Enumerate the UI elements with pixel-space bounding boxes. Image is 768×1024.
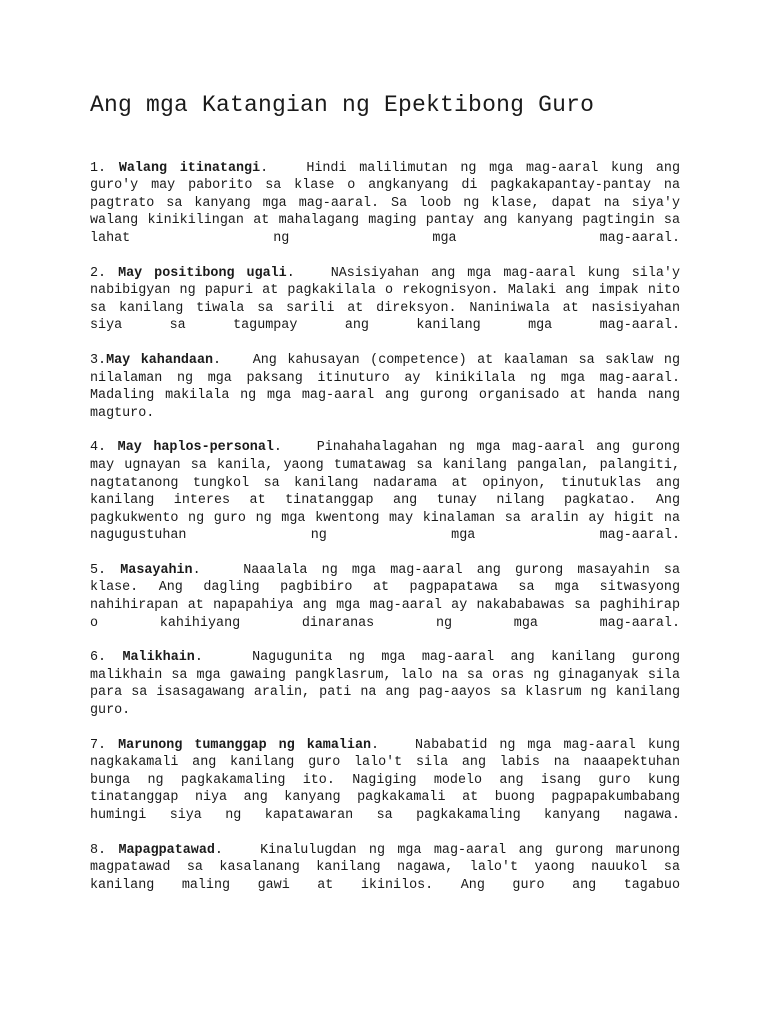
list-item: 6. Malikhain. Nagugunita ng mga mag-aaral ang kanilang gurong malikhain sa mga gawaing pangklasrum, lalo na sa oras ng ginaganyak sila para sa isasagawang aralin, pati na ang pag-aayos sa klasrum ng kanilang guro. bbox=[90, 650, 680, 719]
item-text: Nagugunita ng mga mag-aaral ang kanilang gurong malikhain sa mga gawaing pangklasrum, lalo na sa oras ng ginaganyak sila para sa isasagawang aralin, pati na ang pag-aayos sa klasrum ng kanilang guro. bbox=[90, 650, 680, 719]
item-text: Kinalulugdan ng mga mag-aaral ang gurong marunong magpatawad sa kasalanang kanilang nagawa, lalo't yaong nauukol sa kanilang maling gawi at ikinilos. Ang guro ang tagabuo bbox=[90, 842, 680, 893]
list-item: 3.May kahandaan. Ang kahusayan (competence) at kaalaman sa saklaw ng nilalaman ng mga paksang itinuturo ay kinikilala ng mga mag-aaral. Madaling makilala ng mga mag-aaral ang gurong organisado at handa nang magturo. bbox=[90, 352, 680, 421]
list-item: 4. May haplos-personal. Pinahahalagahan ng mga mag-aaral ang gurong may ugnayan sa kanila, yaong tumatawag sa kanilang pangalan, palangiti, nagtatanong tungkol sa kanilang nadarama at opinyon, tinutuklas ang kanilang interes at tinatanggap ang tunay nilang pagkatao. Ang pagkukwento ng guro ng mga kwentong may kinalaman sa aralin ay higit na nagugustuhan ng mga mag-aaral. bbox=[90, 440, 680, 544]
item-heading: Masayahin bbox=[120, 562, 193, 578]
item-text: Naaalala ng mga mag-aaral ang gurong masayahin sa klase. Ang dagling pagbibiro at pagpapatawa sa mga sitwasyong nahihirapan at napapahiya ang mga mag-aaral ay nakababawas sa paghihirap o kahihiyang dinaranas ng mga mag-aaral. bbox=[90, 562, 680, 631]
item-number: 2. bbox=[90, 265, 107, 281]
list-item: 1. Walang itinatangi. Hindi malilimutan ng mga mag-aaral kung ang guro'y may paborito sa klase o angkanyang di pagkakapantay-pantay na pagtrato sa kanyang mga mag-aaral. Sa loob ng klase, dapat na siya'y walang kinikilingan at mahalagang maging pantay ang kanyang pagtingin sa lahat ng mga mag-aaral. bbox=[90, 160, 680, 246]
list-item: 5. Masayahin. Naaalala ng mga mag-aaral ang gurong masayahin sa klase. Ang dagling pagbibiro at pagpapatawa sa mga sitwasyong nahihirapan at napapahiya ang mga mag-aaral ay nakababawas sa paghihirap o kahihiyang dinaranas ng mga mag-aaral. bbox=[90, 562, 680, 631]
item-number: 8. bbox=[90, 842, 107, 858]
item-text: Pinahahalagahan ng mga mag-aaral ang gurong may ugnayan sa kanila, yaong tumatawag sa kanilang pangalan, palangiti, nagtatanong tungkol sa kanilang nadarama at opinyon, tinutuklas ang kanilang interes at tinatanggap ang tunay nilang pagkatao. Ang pagkukwento ng guro ng mga kwentong may kinalaman sa aralin ay higit na nagugustuhan ng mga mag-aaral. bbox=[90, 440, 680, 544]
item-number: 5. bbox=[90, 562, 107, 578]
item-heading: Malikhain bbox=[122, 650, 195, 666]
item-heading: Walang itinatangi bbox=[118, 160, 261, 176]
item-heading: May positibong ugali bbox=[118, 265, 287, 281]
item-heading: Marunong tumanggap ng kamalian bbox=[118, 737, 372, 753]
list-item: 7. Marunong tumanggap ng kamalian. Nababatid ng mga mag-aaral kung nagkakamali ang kanilang guro lalo't sila ang labis na naaapektuhan bunga ng pagkakamaling ito. Nagiging modelo ang isang guro kung tinatanggap niya ang kanyang pagkakamali at buong pagpapakumbabang humingi siya ng kapatawaran sa pagkakamaling kanyang nagawa. bbox=[90, 737, 680, 823]
item-number: 6. bbox=[90, 650, 107, 666]
item-number: 7. bbox=[90, 737, 107, 753]
page-title: Ang mga Katangian ng Epektibong Guro bbox=[90, 92, 595, 118]
item-number: 3. bbox=[90, 352, 107, 368]
item-heading: Mapagpatawad bbox=[118, 842, 215, 858]
item-text: Nababatid ng mga mag-aaral kung nagkakamali ang kanilang guro lalo't sila ang labis na naaapektuhan bunga ng pagkakamaling ito. Nagiging modelo ang isang guro kung tinatanggap niya ang kanyang pagkakamali at buong pagpapakumbabang humingi siya ng kapatawaran sa pagkakamaling kanyang nagawa. bbox=[90, 737, 680, 823]
item-number: 4. bbox=[90, 440, 107, 456]
item-text: NAsisiyahan ang mga mag-aaral kung sila'y nabibigyan ng papuri at pagkakilala o rekognisyon. Malaki ang impak nito sa kanilang tiwala sa sarili at direksyon. Naniniwala at nasisiyahan siya sa tagumpay ang kanilang mga mag-aaral. bbox=[90, 265, 680, 334]
item-heading: May haplos-personal bbox=[117, 440, 274, 456]
item-text: Ang kahusayan (competence) at kaalaman sa saklaw ng nilalaman ng mga paksang itinuturo ay kinikilala ng mga mag-aaral. Madaling makilala ng mga mag-aaral ang gurong organisado at handa nang magturo. bbox=[90, 352, 680, 421]
item-text: Hindi malilimutan ng mga mag-aaral kung ang guro'y may paborito sa klase o angkanyang di pagkakapantay-pantay na pagtrato sa kanyang mga mag-aaral. Sa loob ng klase, dapat na siya'y walang kinikilingan at mahalagang maging pantay ang kanyang pagtingin sa lahat ng mga mag-aaral. bbox=[90, 160, 680, 246]
item-heading: May kahandaan bbox=[106, 352, 214, 368]
list-item: 2. May positibong ugali. NAsisiyahan ang mga mag-aaral kung sila'y nabibigyan ng papuri at pagkakilala o rekognisyon. Malaki ang impak nito sa kanilang tiwala sa sarili at direksyon. Naniniwala at nasisiyahan siya sa tagumpay ang kanilang mga mag-aaral. bbox=[90, 265, 680, 334]
list-item: 8. Mapagpatawad. Kinalulugdan ng mga mag-aaral ang gurong marunong magpatawad sa kasalanang kanilang nagawa, lalo't yaong nauukol sa kanilang maling gawi at ikinilos. Ang guro ang tagabuo bbox=[90, 842, 680, 893]
item-number: 1. bbox=[90, 160, 107, 176]
